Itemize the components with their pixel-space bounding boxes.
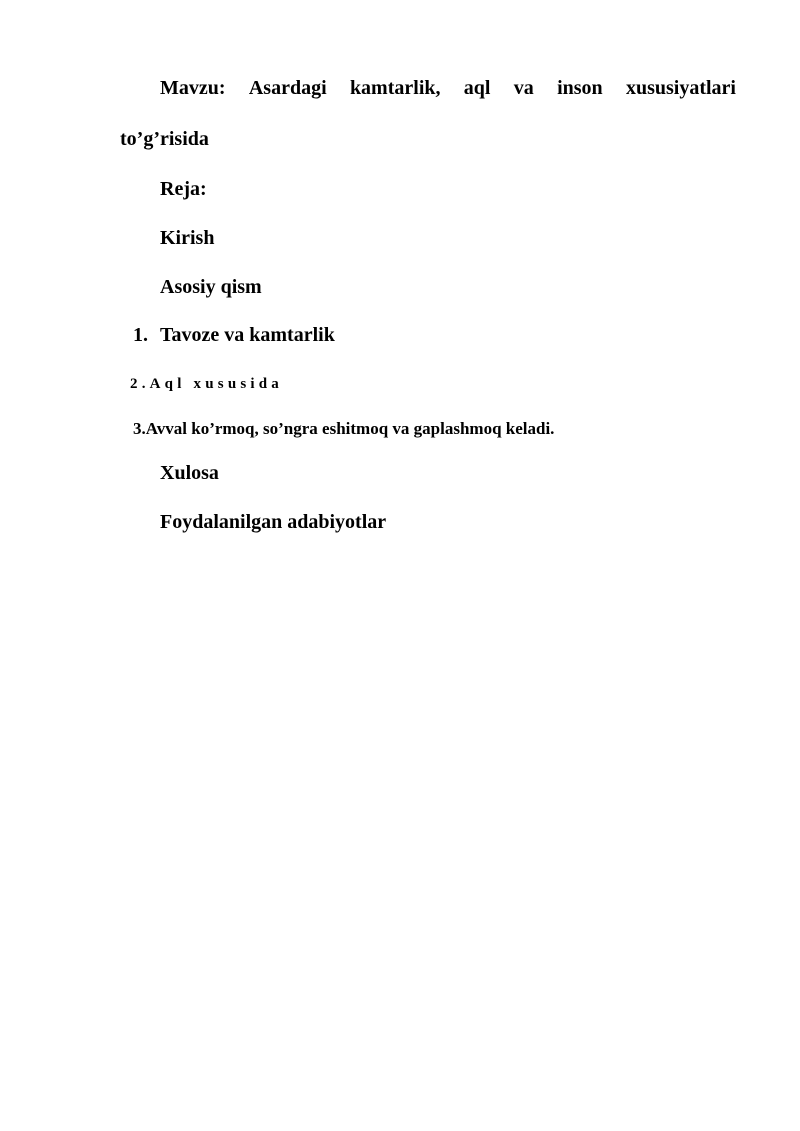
topic-word: aql <box>463 77 491 99</box>
plan-item-1 <box>133 323 335 347</box>
plan-item-number: 1. <box>133 324 148 346</box>
plan-item-text: Tavoze va kamtarlik <box>160 324 335 346</box>
plan-introduction: Kirish <box>160 227 215 249</box>
plan-heading: Reja: <box>160 178 207 200</box>
topic-word: xususiyatlari <box>625 77 736 99</box>
topic-continuation: to’g’risida <box>120 128 209 150</box>
plan-item-3: 3.Avval ko’rmoq, so’ngra eshitmoq va gaplashmoq keladi. <box>133 419 555 438</box>
topic-line <box>160 76 736 100</box>
topic-word: va <box>513 77 534 99</box>
plan-item-2: 2.Aql xususida <box>130 376 284 392</box>
plan-references: Foydalanilgan adabiyotlar <box>160 511 387 533</box>
topic-word: kamtarlik, <box>349 77 441 99</box>
plan-main-part: Asosiy qism <box>160 276 262 298</box>
topic-word: Mavzu: <box>160 77 226 99</box>
topic-word: inson <box>557 77 603 99</box>
plan-conclusion: Xulosa <box>160 462 219 484</box>
topic-word: Asardagi <box>248 77 327 99</box>
